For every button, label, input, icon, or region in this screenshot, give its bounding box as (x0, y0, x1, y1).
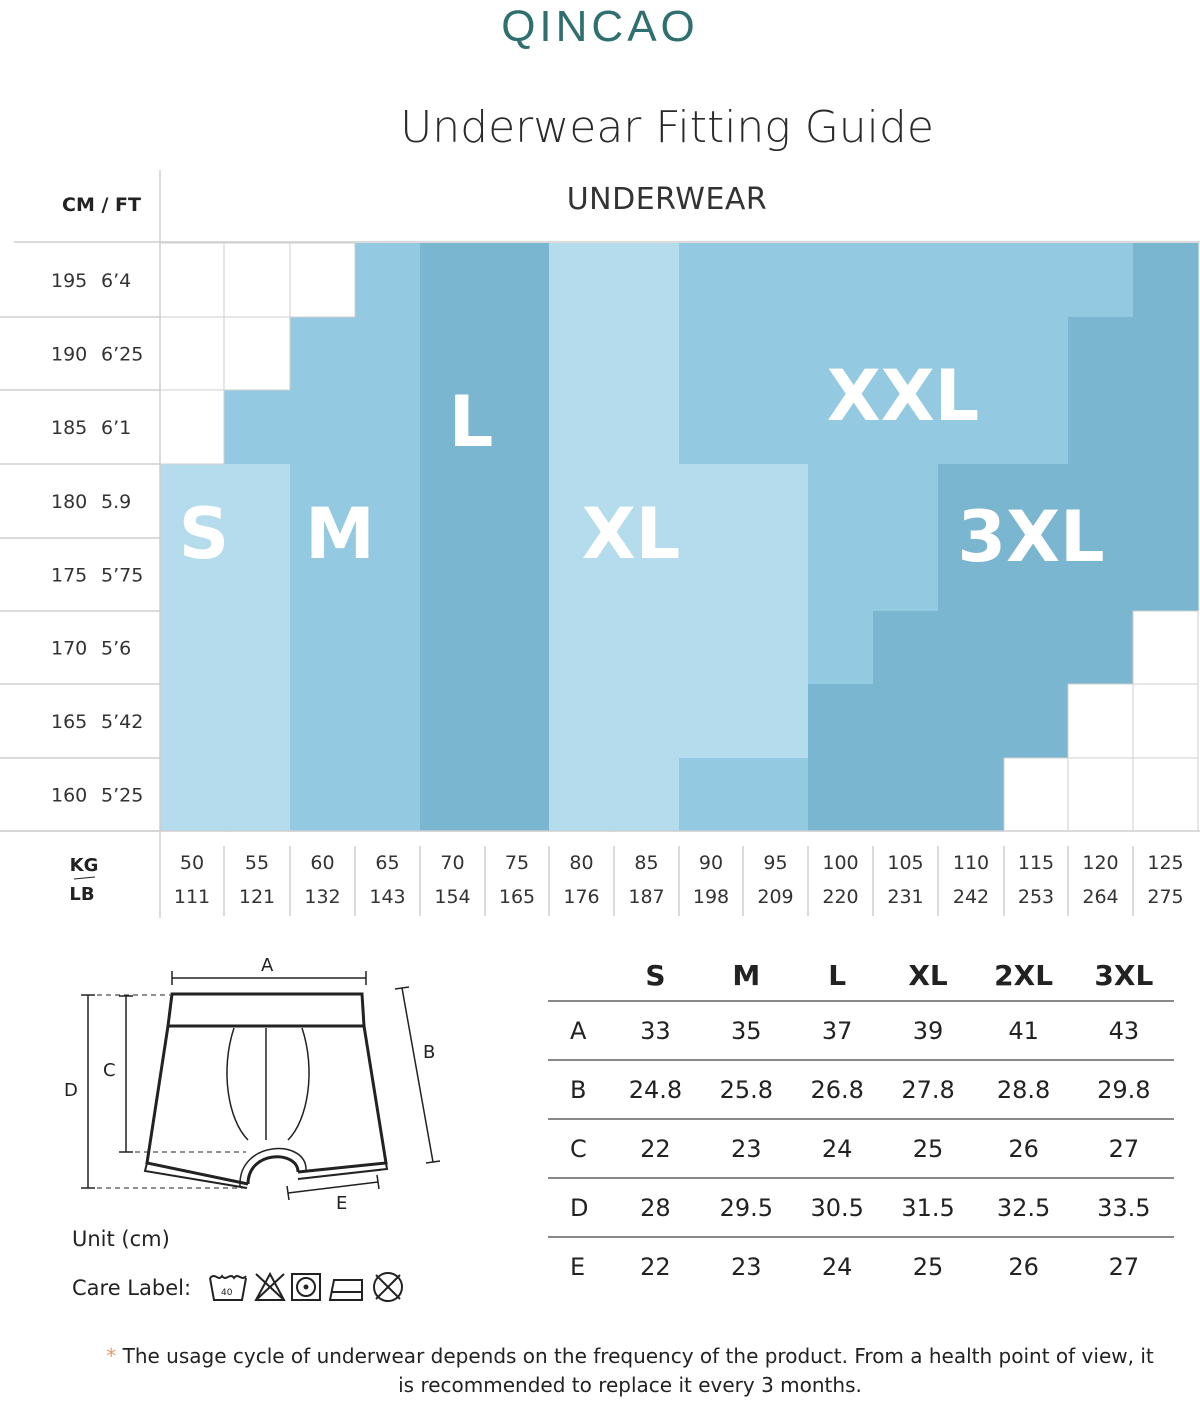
size-cell-xxl (873, 464, 939, 539)
weight-lb-label: 176 (563, 886, 600, 908)
table-cell: 39 (883, 1001, 974, 1060)
table-cell: 24 (792, 1119, 883, 1178)
weight-lb-label: 275 (1147, 886, 1184, 908)
table-cell: 26 (974, 1119, 1074, 1178)
size-cell-l (485, 464, 550, 539)
size-cell-l (420, 611, 486, 685)
size-cell-3xl (1068, 317, 1134, 391)
size-cell-l (485, 243, 550, 318)
size-cell-s (160, 684, 225, 759)
table-cell: 26.8 (792, 1060, 883, 1119)
empty-cell (1004, 758, 1069, 832)
weight-kg-label: 80 (569, 852, 594, 874)
size-cell-s (224, 538, 291, 612)
size-cell-3xl (873, 684, 939, 759)
weight-kg-label: 70 (440, 852, 465, 874)
page-title: Underwear Fitting Guide (400, 102, 934, 153)
table-cell: 30.5 (792, 1178, 883, 1237)
weight-kg-label: 75 (504, 852, 530, 874)
empty-cell (1133, 611, 1199, 685)
height-ft-label: 5’42 (101, 711, 144, 733)
weight-kg-label: 90 (698, 852, 724, 874)
empty-cell (224, 243, 291, 318)
weight-kg-label: 85 (634, 852, 659, 874)
table-cell: 28.8 (974, 1060, 1074, 1119)
size-cell-3xl (1133, 538, 1199, 612)
kg-lb-separator (74, 877, 95, 879)
diagram-label-a: A (261, 955, 274, 976)
size-label-m: M (305, 493, 375, 575)
weight-lb-label: 121 (238, 886, 276, 908)
size-cell-xxl (808, 464, 874, 539)
size-cell-xxl (938, 243, 1005, 318)
row-label: A (548, 1001, 610, 1060)
size-cell-l (485, 758, 550, 832)
lb-axis-label: LB (69, 884, 95, 905)
size-cell-s (160, 611, 225, 685)
size-cell-xl (743, 464, 809, 539)
size-cell-xl (679, 464, 744, 539)
size-label-xxl: XXL (826, 355, 980, 437)
table-cell: 27.8 (883, 1060, 974, 1119)
table-cell: 33.5 (1074, 1178, 1174, 1237)
row-label: E (570, 1252, 586, 1281)
height-cm-label: 195 (51, 270, 88, 292)
size-cell-l (420, 317, 486, 391)
footnote (100, 1342, 1160, 1400)
size-cell-xl (614, 684, 680, 759)
weight-kg-label: 100 (822, 852, 859, 874)
table-cell: 25 (912, 1252, 944, 1281)
table-cell: 26 (1008, 1252, 1039, 1281)
size-cell-l (420, 684, 486, 759)
height-cm-label: 185 (51, 417, 88, 439)
size-cell-3xl (873, 758, 939, 832)
care-icons (208, 1270, 418, 1306)
empty-cell (160, 317, 225, 391)
table-row (548, 1237, 1174, 1295)
empty-cell (160, 390, 225, 465)
weight-kg-label: 65 (375, 852, 400, 874)
size-cell-xl (549, 317, 615, 391)
table-cell: 24 (821, 1252, 853, 1281)
size-cell-xl (549, 243, 615, 318)
size-cell-xxl (873, 243, 939, 318)
table-row (548, 1178, 1174, 1237)
height-ft-label: 6’1 (101, 417, 132, 439)
table-cell: 25 (883, 1119, 974, 1178)
empty-cell (290, 243, 356, 318)
empty-cell (1068, 684, 1134, 759)
size-cell-s (224, 684, 291, 759)
weight-kg-label: 115 (1017, 852, 1055, 874)
size-cell-3xl (873, 611, 939, 685)
weight-lb-label: 209 (757, 886, 794, 908)
height-ft-label: 5’25 (101, 784, 144, 807)
table-cell: 33 (610, 1001, 701, 1060)
size-cell-m (290, 758, 356, 832)
weight-kg-label: 110 (952, 852, 990, 874)
size-cell-l (420, 758, 486, 832)
height-ft-label: 5’75 (101, 564, 144, 587)
weight-lb-label: 220 (822, 886, 859, 908)
weight-lb-label: 132 (304, 886, 341, 908)
size-cell-xl (614, 611, 680, 685)
size-cell-3xl (1068, 611, 1134, 685)
diagram-label-d: D (64, 1080, 78, 1101)
table-cell: 37 (792, 1001, 883, 1060)
height-ft-label: 6’25 (101, 343, 144, 366)
size-cell-l (420, 538, 486, 612)
size-cell-s (160, 758, 225, 832)
size-cell-xxl (1004, 390, 1069, 465)
weight-kg-label: 120 (1082, 852, 1119, 874)
size-cell-xxl (743, 390, 809, 465)
size-cell-xl (549, 758, 615, 832)
weight-lb-label: 242 (952, 886, 990, 908)
empty-cell (160, 243, 225, 318)
height-ft-label: 5.9 (101, 491, 132, 513)
height-cm-label: 160 (51, 784, 88, 807)
size-label-xl: XL (581, 493, 681, 575)
footnote-star: * (106, 1344, 117, 1368)
table-cell: 35 (701, 1001, 792, 1060)
size-cell-3xl (938, 684, 1005, 759)
size-cell-m (290, 684, 356, 759)
weight-kg-label: 55 (244, 852, 270, 874)
size-cell-xxl (679, 243, 744, 318)
size-cell-xl (614, 758, 680, 832)
table-cell: 23 (701, 1119, 792, 1178)
table-cell: 28 (610, 1178, 701, 1237)
size-cell-3xl (938, 611, 1005, 685)
height-cm-label: 190 (51, 343, 88, 366)
weight-kg-label: 95 (763, 852, 788, 874)
size-cell-xl (549, 390, 615, 465)
weight-lb-label: 143 (369, 886, 406, 908)
col-header: XL (883, 950, 974, 1001)
table-cell: 22 (640, 1252, 671, 1281)
height-axis-label: CM / FT (62, 194, 141, 216)
weight-lb-label: 154 (434, 886, 471, 908)
table-cell: 27 (1108, 1252, 1140, 1281)
height-cm-label: 165 (51, 711, 88, 733)
table-row (548, 1060, 1174, 1119)
chart-subtitle: UNDERWEAR (566, 182, 768, 217)
table-cell: 29.5 (701, 1178, 792, 1237)
size-cell-m (355, 684, 421, 759)
size-cell-s (224, 464, 291, 539)
size-cell-3xl (1133, 317, 1199, 391)
size-cell-xxl (1004, 317, 1069, 391)
size-cell-3xl (1133, 390, 1199, 465)
kg-axis-label: KG (69, 855, 99, 876)
size-cell-xl (679, 611, 744, 685)
weight-lb-label: 253 (1017, 886, 1055, 908)
header-corner (548, 950, 610, 1001)
col-header: S (610, 950, 701, 1001)
care-label: Care Label: (72, 1276, 192, 1300)
size-cell-xxl (808, 243, 874, 318)
no-dry-clean-icon (374, 1273, 402, 1301)
dry-flat-icon (330, 1280, 362, 1300)
size-cell-xxl (743, 243, 809, 318)
size-cell-s (224, 758, 291, 832)
no-bleach-icon (256, 1274, 284, 1300)
size-cell-xl (549, 684, 615, 759)
table-cell: 29.8 (1074, 1060, 1174, 1119)
size-cell-3xl (1004, 684, 1069, 759)
measurement-header-row (548, 950, 1174, 1001)
size-cell-l (485, 684, 550, 759)
diagram-label-e: E (336, 1193, 348, 1214)
size-cell-xl (743, 611, 809, 685)
size-cell-3xl (1133, 243, 1199, 318)
weight-kg-label: 60 (310, 852, 335, 874)
size-cell-xl (679, 684, 744, 759)
size-cell-l (485, 538, 550, 612)
tumble-dry-icon (292, 1274, 320, 1300)
wash-temp-label: 40 (221, 1288, 233, 1298)
waistband-shape (168, 994, 364, 1026)
size-cell-xxl (679, 758, 744, 832)
size-cell-3xl (808, 758, 874, 832)
size-cell-xl (679, 538, 744, 612)
size-label-s: S (178, 493, 230, 575)
size-cell-xl (549, 611, 615, 685)
size-cell-m (355, 317, 421, 391)
weight-kg-label: 125 (1147, 852, 1184, 874)
height-cm-label: 170 (51, 637, 88, 660)
size-cell-m (224, 390, 291, 465)
weight-lb-label: 264 (1082, 886, 1119, 908)
size-cell-l (485, 390, 550, 465)
footnote-text: The usage cycle of underwear depends on the frequency of the product. From a health point of view, it is recommended to replace it every 3 months. (122, 1344, 1154, 1397)
size-label-3xl: 3XL (957, 496, 1105, 578)
size-cell-l (485, 611, 550, 685)
size-cell-m (355, 758, 421, 832)
height-cm-label: 175 (51, 564, 88, 587)
weight-lb-label: 111 (173, 886, 211, 908)
measurement-table (548, 950, 1174, 1295)
size-cell-xxl (679, 390, 744, 465)
size-cell-s (224, 611, 291, 685)
empty-cell (1133, 684, 1199, 759)
size-cell-xxl (808, 611, 874, 685)
table-cell: 27 (1074, 1119, 1174, 1178)
size-cell-m (290, 611, 356, 685)
table-cell: 23 (731, 1252, 762, 1281)
size-cell-m (355, 243, 421, 318)
size-cell-3xl (808, 684, 874, 759)
size-cell-3xl (938, 758, 1005, 832)
height-cm-label: 180 (51, 491, 88, 513)
empty-cell (224, 317, 291, 391)
table-cell: 32.5 (974, 1178, 1074, 1237)
brand-logo: QINCAO (501, 2, 699, 51)
empty-cell (1133, 758, 1199, 832)
size-cell-xl (614, 317, 680, 391)
table-row (548, 1119, 1174, 1178)
size-cell-xxl (873, 538, 939, 612)
size-cell-m (355, 390, 421, 465)
table-cell: 41 (974, 1001, 1074, 1060)
boxer-diagram (50, 950, 450, 1220)
empty-cell (1068, 758, 1134, 832)
size-cell-xl (614, 390, 680, 465)
height-ft-label: 5’6 (101, 637, 132, 660)
size-cell-3xl (1133, 464, 1199, 539)
weight-lb-label: 165 (498, 886, 536, 908)
size-cell-xxl (743, 758, 809, 832)
size-cell-xxl (1004, 243, 1069, 318)
size-cell-xl (614, 243, 680, 318)
diagram-label-c: C (103, 1060, 116, 1081)
row-label: D (548, 1178, 610, 1237)
size-cell-m (290, 390, 356, 465)
table-row (548, 1001, 1174, 1060)
height-ft-label: 6’4 (101, 270, 132, 292)
table-cell: 24.8 (610, 1060, 701, 1119)
size-cell-m (355, 611, 421, 685)
weight-lb-label: 187 (628, 886, 665, 908)
col-header: L (792, 950, 883, 1001)
col-header: 3XL (1074, 950, 1174, 1001)
size-cell-l (420, 243, 486, 318)
row-label: B (548, 1060, 610, 1119)
table-cell: 31.5 (883, 1178, 974, 1237)
col-header: 2XL (974, 950, 1074, 1001)
size-cell-xxl (679, 317, 744, 391)
size-cell-xxl (808, 538, 874, 612)
row-label: C (548, 1119, 610, 1178)
size-cell-xl (743, 538, 809, 612)
table-cell: 25.8 (701, 1060, 792, 1119)
size-cell-xxl (1068, 243, 1134, 318)
unit-label: Unit (cm) (72, 1227, 170, 1251)
table-cell: 22 (610, 1119, 701, 1178)
size-cell-m (290, 317, 356, 391)
weight-lb-label: 231 (887, 886, 924, 908)
weight-kg-label: 50 (179, 852, 205, 874)
size-cell-xxl (743, 317, 809, 391)
size-cell-3xl (1068, 390, 1134, 465)
size-cell-l (485, 317, 550, 391)
table-cell: 43 (1074, 1001, 1174, 1060)
size-cell-3xl (1004, 611, 1069, 685)
size-label-l: L (448, 381, 494, 463)
weight-lb-label: 198 (692, 886, 730, 908)
col-header: M (701, 950, 792, 1001)
diagram-label-b: B (423, 1042, 436, 1063)
size-cell-l (420, 464, 486, 539)
weight-kg-label: 105 (887, 852, 924, 874)
size-cell-xl (743, 684, 809, 759)
